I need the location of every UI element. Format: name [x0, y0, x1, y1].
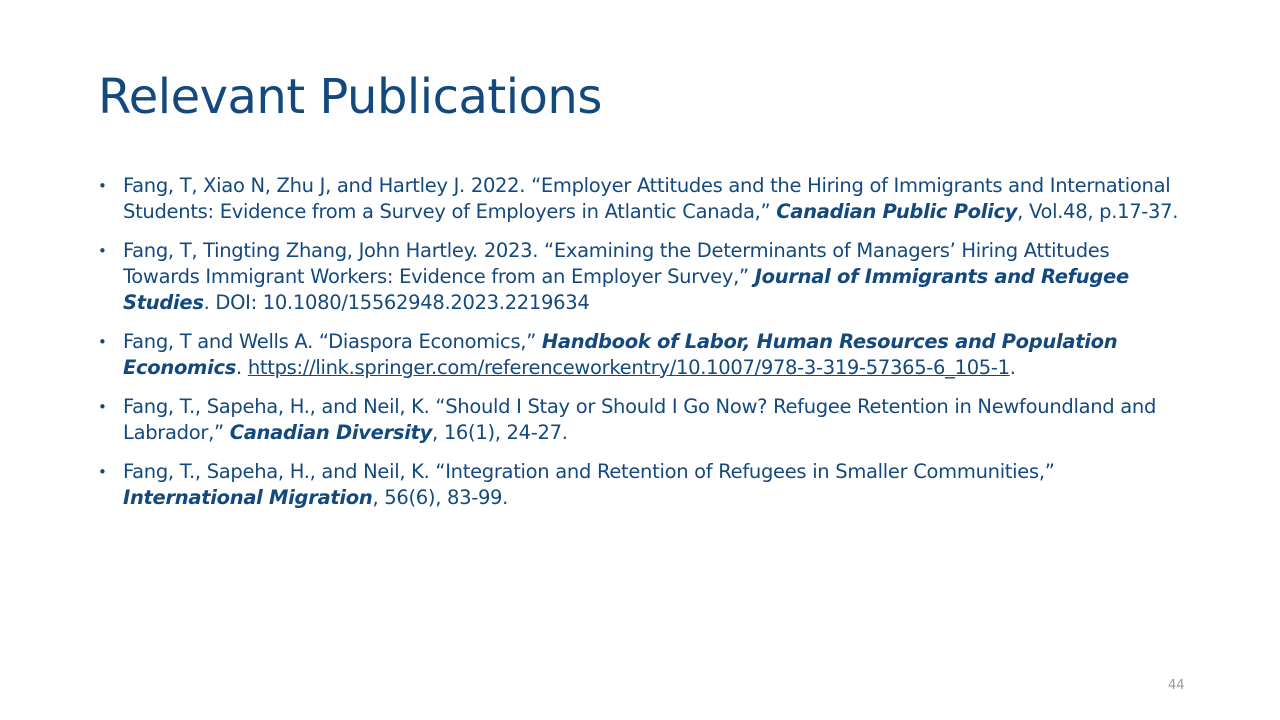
- publication-citation: Fang, T., Sapeha, H., and Neil, K. “Should I Stay or Should I Go Now? Refugee Retention in Newfoundland and Labrador,”: [123, 395, 1157, 444]
- publication-citation: Fang, T and Wells A. “Diaspora Economics,”: [123, 330, 542, 353]
- publication-link[interactable]: https://link.springer.com/referenceworkentry/10.1007/978-3-319-57365-6_105-1: [247, 356, 1010, 379]
- publication-item: [98, 394, 1188, 446]
- publication-details: , Vol.48, p.17-37.: [1017, 200, 1179, 223]
- bullet-icon: •: [98, 242, 107, 260]
- publication-item: [98, 173, 1188, 225]
- bullet-icon: •: [98, 398, 107, 416]
- publication-details: . DOI: 10.1080/15562948.2023.2219634: [203, 291, 590, 314]
- publication-citation: Fang, T, Tingting Zhang, John Hartley. 2023. “Examining the Determinants of Managers’ Hiring Attitudes Towards Immigrant Workers: Evidence from an Employer Survey,”: [123, 239, 1110, 288]
- publication-details: , 16(1), 24-27.: [432, 421, 568, 444]
- bullet-icon: •: [98, 177, 107, 195]
- page-number: 44: [1168, 678, 1185, 693]
- bullet-icon: •: [98, 463, 107, 481]
- bullet-icon: •: [98, 333, 107, 351]
- slide-title: Relevant Publications: [98, 69, 602, 125]
- publication-item: [98, 238, 1188, 316]
- publication-venue: Canadian Public Policy: [776, 200, 1018, 223]
- publication-separator: .: [236, 356, 248, 379]
- publication-item: [98, 329, 1188, 381]
- publication-item: [98, 459, 1188, 511]
- publication-citation: Fang, T., Sapeha, H., and Neil, K. “Integration and Retention of Refugees in Smaller Communities,”: [123, 460, 1055, 483]
- publication-venue: International Migration: [123, 486, 373, 509]
- publication-citation: Fang, T, Xiao N, Zhu J, and Hartley J. 2022. “Employer Attitudes and the Hiring of Immigrants and International Students: Evidence from a Survey of Employers in Atlantic Canada,”: [123, 174, 1171, 223]
- publication-venue: Handbook of Labor, Human Resources and Population Economics: [123, 330, 1118, 379]
- publication-venue: Canadian Diversity: [229, 421, 433, 444]
- publication-list: [98, 173, 1188, 524]
- publication-venue: Journal of Immigrants and Refugee Studies: [123, 265, 1129, 314]
- publication-details: .: [1009, 356, 1016, 379]
- publication-details: , 56(6), 83-99.: [372, 486, 509, 509]
